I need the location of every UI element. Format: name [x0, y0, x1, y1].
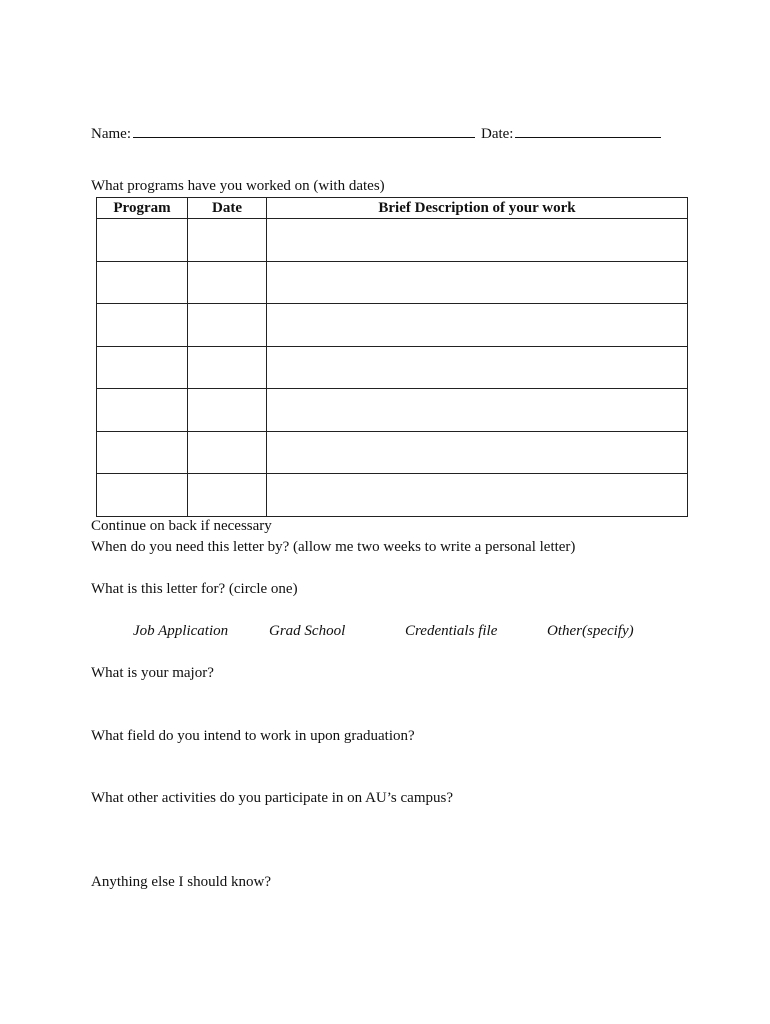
date-cell[interactable]	[188, 389, 267, 432]
table-row	[97, 431, 688, 474]
table-row	[97, 304, 688, 347]
purpose-option-job-application[interactable]: Job Application	[133, 623, 229, 639]
column-header-description: Brief Description of your work	[267, 198, 688, 219]
purpose-question: What is this letter for? (circle one)	[91, 581, 298, 597]
program-cell[interactable]	[97, 474, 188, 517]
program-cell[interactable]	[97, 219, 188, 262]
table-row	[97, 389, 688, 432]
program-cell[interactable]	[97, 346, 188, 389]
description-cell[interactable]	[267, 431, 688, 474]
purpose-option-grad-school[interactable]: Grad School	[269, 623, 346, 639]
program-cell[interactable]	[97, 389, 188, 432]
name-label: Name:	[91, 126, 131, 142]
description-cell[interactable]	[267, 474, 688, 517]
date-label: Date:	[480, 126, 514, 142]
date-cell[interactable]	[188, 474, 267, 517]
date-cell[interactable]	[188, 431, 267, 474]
program-cell[interactable]	[97, 431, 188, 474]
date-blank-field[interactable]	[515, 124, 661, 138]
column-header-date: Date	[188, 198, 267, 219]
purpose-option-credentials-file[interactable]: Credentials file	[405, 623, 498, 639]
date-cell[interactable]	[188, 261, 267, 304]
description-cell[interactable]	[267, 346, 688, 389]
name-blank-field[interactable]	[133, 124, 475, 138]
table-row	[97, 261, 688, 304]
field-question: What field do you intend to work in upon graduation?	[91, 728, 415, 744]
description-cell[interactable]	[267, 219, 688, 262]
table-header-row	[97, 198, 688, 219]
date-cell[interactable]	[188, 219, 267, 262]
major-question: What is your major?	[91, 665, 214, 681]
continue-note: Continue on back if necessary	[91, 518, 272, 534]
programs-question: What programs have you worked on (with dates)	[91, 178, 385, 194]
deadline-question: When do you need this letter by? (allow me two weeks to write a personal letter)	[91, 539, 576, 555]
program-cell[interactable]	[97, 261, 188, 304]
description-cell[interactable]	[267, 304, 688, 347]
activities-question: What other activities do you participate in on AU’s campus?	[91, 790, 453, 806]
programs-table	[96, 197, 688, 517]
program-cell[interactable]	[97, 304, 188, 347]
date-cell[interactable]	[188, 346, 267, 389]
column-header-program: Program	[97, 198, 188, 219]
table-row	[97, 219, 688, 262]
name-date-line	[91, 124, 661, 143]
table-row	[97, 474, 688, 517]
description-cell[interactable]	[267, 389, 688, 432]
date-cell[interactable]	[188, 304, 267, 347]
purpose-option-other[interactable]: Other(specify)	[547, 623, 634, 639]
description-cell[interactable]	[267, 261, 688, 304]
table-row	[97, 346, 688, 389]
anything-else-question: Anything else I should know?	[91, 874, 271, 890]
